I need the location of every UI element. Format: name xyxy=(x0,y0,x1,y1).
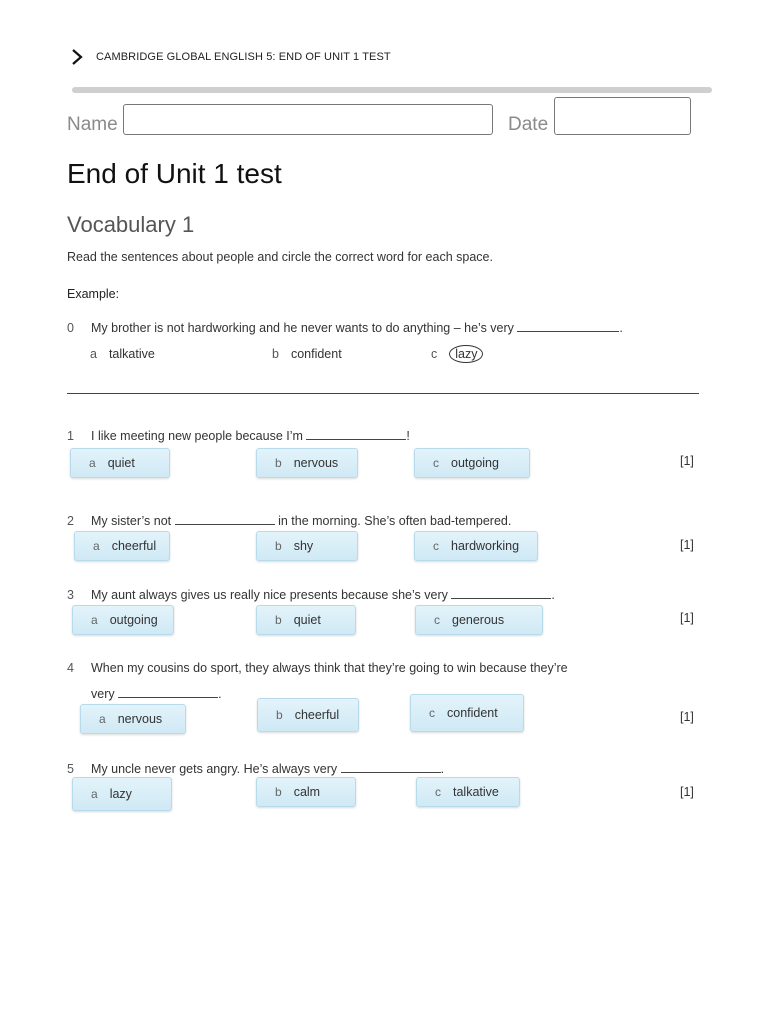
name-field[interactable] xyxy=(123,104,493,135)
q4-mark: [1] xyxy=(680,710,694,724)
question-text-end: . xyxy=(619,321,623,335)
q4-option-b[interactable]: b cheerful xyxy=(257,698,359,732)
q5-option-c[interactable]: c talkative xyxy=(416,777,520,807)
answer-blank xyxy=(341,761,441,773)
name-label: Name xyxy=(67,114,118,135)
breadcrumb: CAMBRIDGE GLOBAL ENGLISH 5: END OF UNIT 1 TEST xyxy=(96,51,391,63)
question-4-line-2: very . xyxy=(91,687,222,701)
chevron-right-icon xyxy=(70,48,84,66)
q2-option-c[interactable]: c hardworking xyxy=(414,531,538,561)
question-2: 2 My sister’s not in the morning. She’s often bad-tempered. xyxy=(67,514,512,528)
page-title: End of Unit 1 test xyxy=(67,158,282,189)
example-label: Example: xyxy=(67,287,120,301)
answer-blank xyxy=(451,587,551,599)
question-4: 4 When my cousins do sport, they always think that they’re going to win because they’re xyxy=(67,661,568,675)
q4-option-c[interactable]: c confident xyxy=(410,694,524,732)
date-field[interactable] xyxy=(554,97,691,135)
answer-blank xyxy=(517,320,619,332)
q3-option-c[interactable]: c generous xyxy=(415,605,543,635)
q4-option-a[interactable]: a nervous xyxy=(80,704,186,734)
q1-option-a[interactable]: a quiet xyxy=(70,448,170,478)
answer-blank xyxy=(175,513,275,525)
q2-option-b[interactable]: b shy xyxy=(256,531,358,561)
q5-option-b[interactable]: b calm xyxy=(256,777,356,807)
example-option-c: c lazy xyxy=(431,345,483,363)
answer-blank xyxy=(118,686,218,698)
date-label: Date xyxy=(508,114,549,135)
q2-mark: [1] xyxy=(680,538,694,552)
question-5: 5 My uncle never gets angry. He’s always very . xyxy=(67,762,445,776)
q2-option-a[interactable]: a cheerful xyxy=(74,531,170,561)
example-option-a: a talkative xyxy=(90,347,155,361)
q3-mark: [1] xyxy=(680,611,694,625)
question-3: 3 My aunt always gives us really nice presents because she’s very . xyxy=(67,588,555,602)
q1-mark: [1] xyxy=(680,454,694,468)
example-option-b: b confident xyxy=(272,347,342,361)
q3-option-b[interactable]: b quiet xyxy=(256,605,356,635)
q5-mark: [1] xyxy=(680,785,694,799)
q5-option-a[interactable]: a lazy xyxy=(72,777,172,811)
q1-option-c[interactable]: c outgoing xyxy=(414,448,530,478)
question-1: 1 I like meeting new people because I’m ! xyxy=(67,429,410,443)
q3-option-a[interactable]: a outgoing xyxy=(72,605,174,635)
example-question xyxy=(67,320,623,335)
example-divider xyxy=(67,393,699,394)
section-title: Vocabulary 1 xyxy=(67,212,195,237)
q1-option-b[interactable]: b nervous xyxy=(256,448,358,478)
circled-answer: lazy xyxy=(449,345,483,363)
instructions: Read the sentences about people and circle the correct word for each space. xyxy=(67,250,493,264)
answer-blank xyxy=(306,428,406,440)
header-divider xyxy=(72,87,712,93)
question-text: My brother is not hardworking and he never wants to do anything – he’s very xyxy=(91,321,514,335)
question-number: 0 xyxy=(67,321,74,335)
